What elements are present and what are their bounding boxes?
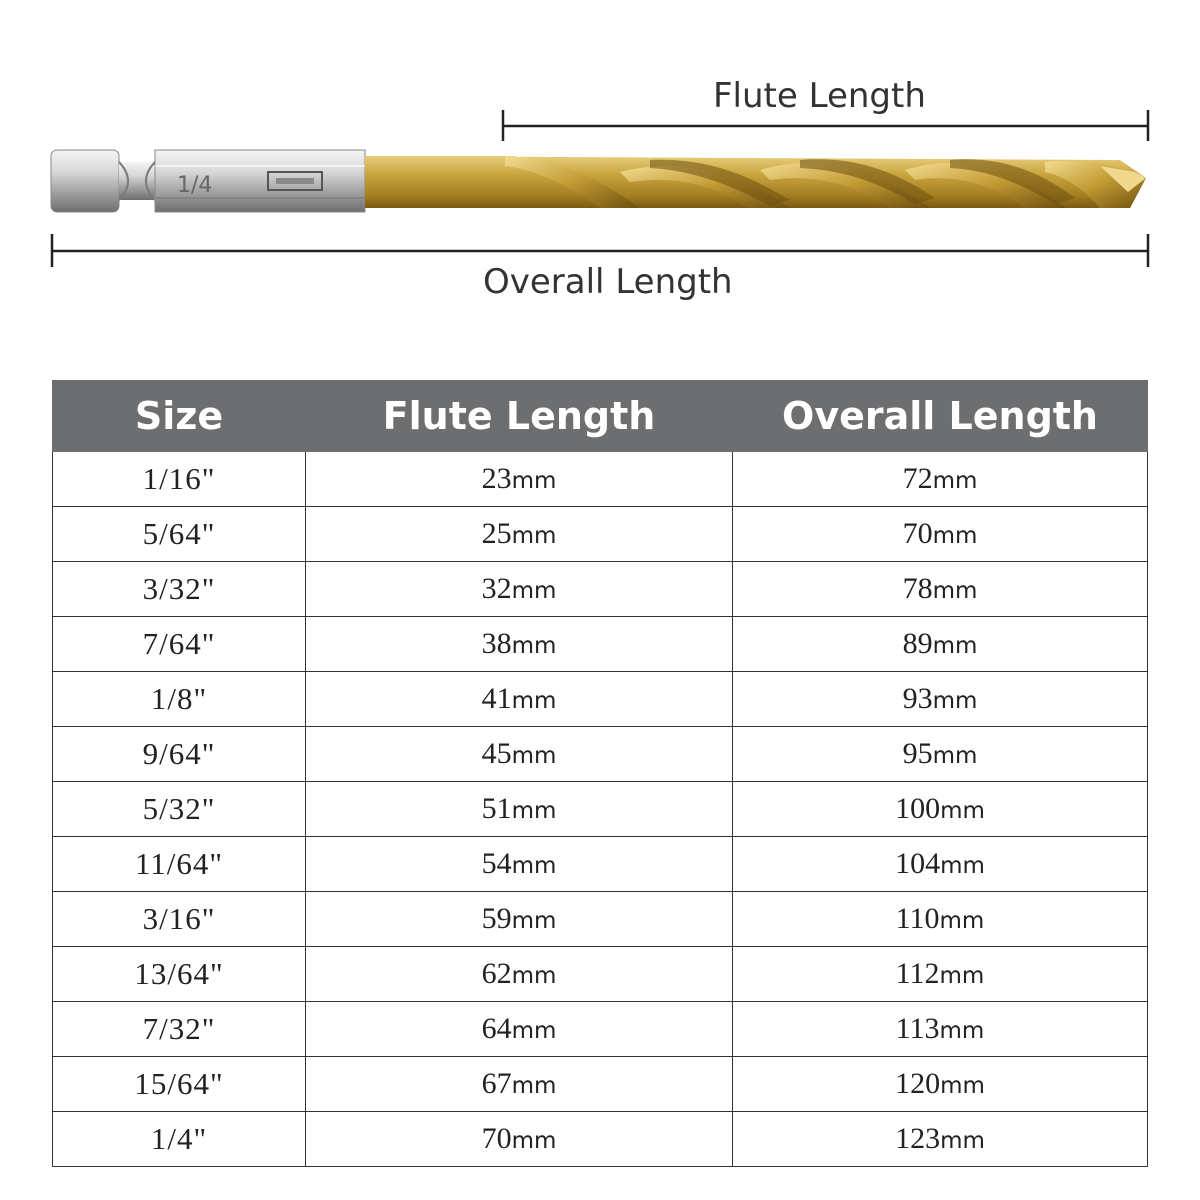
flute-length-value: 51 [481, 792, 512, 825]
cell-flute-length [306, 1057, 733, 1112]
cell-size: 7/64" [53, 617, 306, 672]
table-body [53, 452, 1148, 1167]
flute-length-value: 45 [481, 737, 512, 770]
cell-flute-length [306, 452, 733, 507]
flute-length-value: 41 [481, 682, 512, 715]
cell-flute-length [306, 782, 733, 837]
cell-size: 3/16" [53, 892, 306, 947]
cell-overall-length [733, 947, 1148, 1002]
table-row [53, 892, 1148, 947]
table-row [53, 837, 1148, 892]
cell-overall-length [733, 1112, 1148, 1167]
unit-label: mm [940, 798, 985, 824]
unit-label: mm [511, 853, 557, 879]
overall-length-value: 70 [902, 517, 933, 550]
cell-overall-length [733, 1002, 1148, 1057]
header-size: Size [53, 381, 306, 452]
flute-length-value: 25 [481, 517, 512, 550]
table-row [53, 617, 1148, 672]
table-row [53, 947, 1148, 1002]
cell-overall-length [733, 617, 1148, 672]
cell-flute-length [306, 727, 733, 782]
cell-flute-length [306, 1002, 733, 1057]
table-row [53, 1057, 1148, 1112]
cell-overall-length [733, 562, 1148, 617]
cell-flute-length [306, 617, 733, 672]
cell-flute-length [306, 672, 733, 727]
unit-label: mm [511, 688, 557, 714]
table-header [53, 381, 1148, 452]
unit-label: mm [511, 963, 557, 989]
cell-overall-length [733, 892, 1148, 947]
unit-label: mm [932, 633, 978, 659]
table-row [53, 1112, 1148, 1167]
unit-label: mm [511, 1018, 557, 1044]
cell-overall-length [733, 1057, 1148, 1112]
table-row [53, 562, 1148, 617]
overall-length-value: 95 [902, 737, 933, 770]
flute-length-value: 62 [481, 957, 512, 990]
cell-size: 3/32" [53, 562, 306, 617]
cell-overall-length [733, 837, 1148, 892]
overall-length-value: 112 [895, 957, 940, 990]
cell-flute-length [306, 837, 733, 892]
cell-size: 13/64" [53, 947, 306, 1002]
cell-size: 1/8" [53, 672, 306, 727]
cell-flute-length [306, 947, 733, 1002]
table-row [53, 782, 1148, 837]
cell-size: 5/64" [53, 507, 306, 562]
unit-label: mm [511, 523, 557, 549]
table-row [53, 452, 1148, 507]
header-flute-length: Flute Length [306, 381, 733, 452]
drill-dimension-diagram [0, 0, 1200, 330]
cell-size: 11/64" [53, 837, 306, 892]
overall-length-value: 123 [895, 1122, 941, 1155]
table-row [53, 507, 1148, 562]
cell-size: 1/4" [53, 1112, 306, 1167]
unit-label: mm [939, 908, 985, 934]
unit-label: mm [511, 468, 557, 494]
flute-length-value: 32 [481, 572, 512, 605]
unit-label: mm [940, 1073, 985, 1099]
flute-length-value: 70 [481, 1122, 512, 1155]
flute-length-value: 38 [481, 627, 512, 660]
flute-length-value: 54 [481, 847, 512, 880]
drill-body [365, 156, 1146, 208]
unit-label: mm [939, 1018, 985, 1044]
cell-flute-length [306, 562, 733, 617]
unit-label: mm [511, 798, 557, 824]
overall-length-value: 93 [902, 682, 933, 715]
overall-length-label: Overall Length [483, 262, 733, 302]
cell-size: 15/64" [53, 1057, 306, 1112]
overall-length-value: 72 [902, 462, 933, 495]
cell-flute-length [306, 892, 733, 947]
size-spec-table [52, 380, 1148, 1167]
overall-length-value: 78 [902, 572, 933, 605]
table-row [53, 727, 1148, 782]
header-overall-length: Overall Length [733, 381, 1148, 452]
unit-label: mm [932, 743, 978, 769]
cell-overall-length [733, 452, 1148, 507]
unit-label: mm [932, 468, 978, 494]
hex-shank [51, 150, 365, 212]
unit-label: mm [940, 853, 985, 879]
overall-length-value: 89 [902, 627, 933, 660]
shank-size-marking: 1/4 [177, 173, 213, 198]
unit-label: mm [511, 908, 557, 934]
unit-label: mm [939, 963, 985, 989]
flute-length-label: Flute Length [713, 76, 926, 116]
table-row [53, 672, 1148, 727]
flute-length-value: 67 [481, 1067, 512, 1100]
flute-length-value: 64 [481, 1012, 512, 1045]
overall-length-value: 110 [895, 902, 940, 935]
overall-length-value: 104 [895, 847, 941, 880]
flute-length-value: 59 [481, 902, 512, 935]
cell-overall-length [733, 507, 1148, 562]
unit-label: mm [511, 633, 557, 659]
flute-length-value: 23 [481, 462, 512, 495]
cell-overall-length [733, 782, 1148, 837]
overall-length-value: 113 [895, 1012, 940, 1045]
cell-size: 9/64" [53, 727, 306, 782]
unit-label: mm [932, 688, 978, 714]
unit-label: mm [932, 523, 978, 549]
cell-size: 7/32" [53, 1002, 306, 1057]
unit-label: mm [511, 1128, 557, 1154]
unit-label: mm [511, 578, 557, 604]
overall-length-value: 120 [895, 1067, 941, 1100]
unit-label: mm [940, 1128, 985, 1154]
cell-flute-length [306, 507, 733, 562]
cell-overall-length [733, 727, 1148, 782]
cell-size: 5/32" [53, 782, 306, 837]
table-row [53, 1002, 1148, 1057]
cell-overall-length [733, 672, 1148, 727]
overall-length-value: 100 [895, 792, 941, 825]
cell-flute-length [306, 1112, 733, 1167]
unit-label: mm [511, 1073, 557, 1099]
unit-label: mm [932, 578, 978, 604]
cell-size: 1/16" [53, 452, 306, 507]
unit-label: mm [511, 743, 557, 769]
